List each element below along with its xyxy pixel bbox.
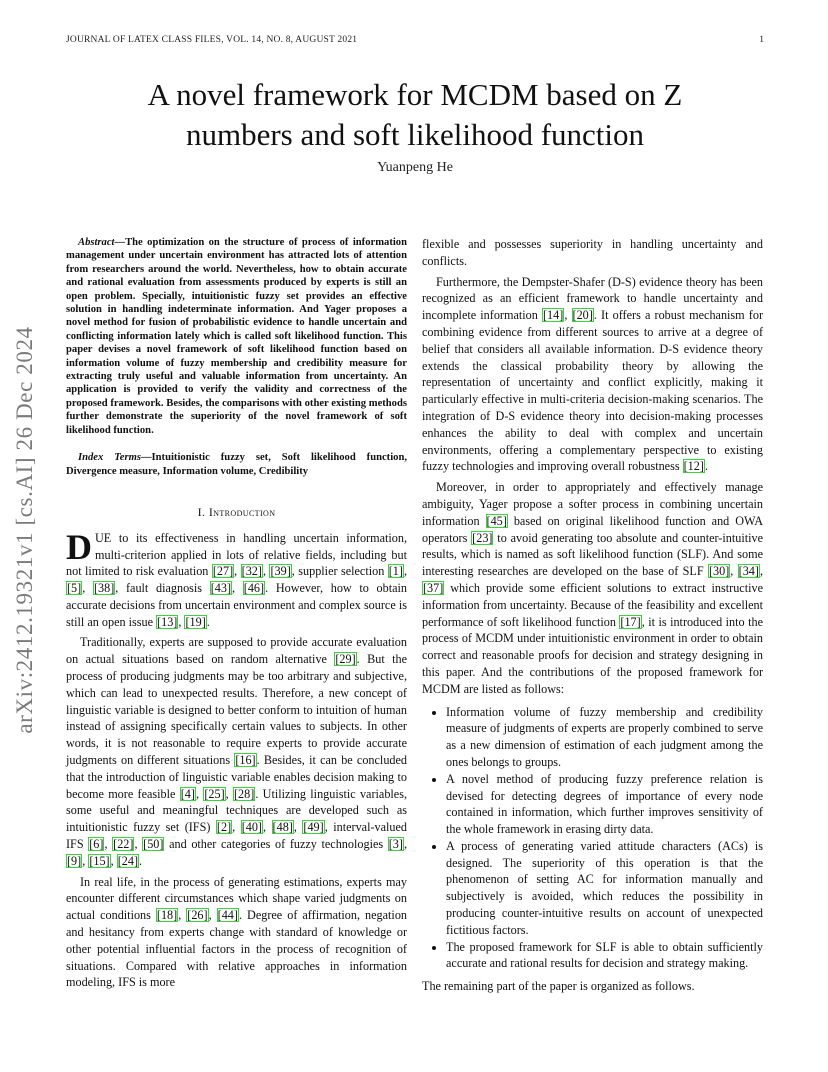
arxiv-sidebar xyxy=(0,290,50,770)
citation-link[interactable]: [28] xyxy=(234,786,255,801)
citation-link[interactable]: [48] xyxy=(272,820,293,835)
citation-link[interactable]: [30] xyxy=(708,564,730,579)
contribution-item: • A process of generating varied attitude characters (ACs) is designed. The superiority of this operation is that the phenomenon of setting AC for information manually and subjectively is avoided, which reduces the possibility in producing counter-intuitive results on account of unexpected fictitious factors. xyxy=(446,838,763,939)
intro-paragraph-3: In real life, in the process of generating estimations, experts may encounter different circumstances which shape varied judgments on actual conditions [18], [26], [44]. Degree of affirmation, negation and hesitancy from experts change with standard of knowledge or other potential influential factors in the process of recognition of situations. Compared with relative approaches in information modeling, IFS is more xyxy=(66,874,408,990)
citation-link[interactable]: [40] xyxy=(241,820,262,835)
citation-link[interactable]: [24] xyxy=(117,853,139,868)
index-terms-body: —Intuitionistic fuzzy set, Soft likelihood function, Divergence measure, Information volume, Credibility xyxy=(66,452,407,477)
citation-link[interactable]: [37] xyxy=(423,580,444,595)
citation-link[interactable]: [12] xyxy=(683,459,704,474)
citation-link[interactable]: [45] xyxy=(486,513,507,528)
contribution-item: • The proposed framework for SLF is able to obtain sufficiently accurate and rational results for decision and strategy making. xyxy=(446,939,763,973)
right-column xyxy=(422,236,763,995)
citation-link[interactable]: [29] xyxy=(335,652,356,667)
citation-link[interactable]: [6] xyxy=(89,837,104,852)
citation-link[interactable]: [26] xyxy=(187,908,208,923)
right-paragraph-2: Furthermore, the Dempster-Shafer (D-S) evidence theory has been recognized as an efficient framework to handle uncertainty and incomplete information [14], [20]. It offers a robust mechanism for combining evidence from different sources to arrive at a degree of belief that considers all available information. D-S evidence theory extends the classical probability theory by allowing the representation of uncertainty and conflict explicitly, making it particularly effective in multi-criteria decision-making scenarios. The integration of D-S evidence theory into decision-making processes enhances the ability to deal with complex and uncertain environments, offering a complementary perspective to existing fuzzy technologies and improving overall robustness [12]. xyxy=(422,274,764,474)
title-line-1: A novel framework for MCDM based on Z xyxy=(147,77,683,112)
contribution-item: • A novel method of producing fuzzy preference relation is devised for detecting degrees of importance of every node contained in information, which further improves sensitivity of the whole framework in erasing dirty data. xyxy=(446,771,763,838)
title-line-2: numbers and soft likelihood function xyxy=(185,117,645,152)
left-column xyxy=(66,236,407,991)
section-name: Introduction xyxy=(208,504,276,519)
citation-link[interactable]: [14] xyxy=(543,308,564,323)
citation-link[interactable]: [3] xyxy=(388,837,403,852)
index-terms xyxy=(66,451,407,478)
running-head: JOURNAL OF LATEX CLASS FILES, VOL. 14, NO. 8, AUGUST 2021 xyxy=(66,35,358,45)
author-name: Yuanpeng He xyxy=(377,160,453,175)
intro-paragraph-1 xyxy=(66,526,408,631)
citation-link[interactable]: [23] xyxy=(472,530,493,545)
intro-paragraph-1-text: UE to its effectiveness in handling uncertain information, multi-criterion applied in lots of relative fields, including but not limited to risk evaluation [27], [32], [39], supplier selection [1], [5], [38], fault diagnosis [43], [46]. However, how to obtain accurate decisions from uncertain environment and complex source is still an open issue [13], [19]. xyxy=(66,530,408,629)
citation-link[interactable]: [19] xyxy=(185,614,206,629)
citation-link[interactable]: [44] xyxy=(217,908,238,923)
citation-link[interactable]: [20] xyxy=(572,308,593,323)
citation-link[interactable]: [43] xyxy=(210,581,232,596)
citation-link[interactable]: [39] xyxy=(270,564,291,579)
intro-paragraph-2: Traditionally, experts are supposed to provide accurate evaluation on actual situations based on random alternative [29]. But the process of producing judgments may be too arbitrary and subjective, which can lead to unexpected results. Therefore, a new concept of linguistic variable is designed to better conform to intuition of human instead of assigning specifically certain values to subjects. In other words, it is not reasonable to require experts to provide accurate judgments on different situations [16]. Besides, it can be concluded that the introduction of linguistic variable enables decision making to become more feasible [4], [25], [28]. Utilizing linguistic variables, some useful and meaningful techniques are developed such as intuitionistic fuzzy set (IFS) [2], [40], [48], [49], interval-valued IFS [6], [22], [50] and other categories of fuzzy technologies [3], [9], [15], [24]. xyxy=(66,635,408,868)
citation-link[interactable]: [27] xyxy=(212,564,234,579)
citation-link[interactable]: [38] xyxy=(93,581,115,596)
abstract xyxy=(66,236,407,437)
citation-link[interactable]: [17] xyxy=(620,614,641,629)
citation-link[interactable]: [34] xyxy=(738,564,759,579)
citation-link[interactable]: [32] xyxy=(241,564,262,579)
arxiv-identifier: arXiv:2412.19321v1 [cs.AI] 26 Dec 2024 xyxy=(12,326,37,734)
abstract-lead: Abstract xyxy=(78,237,115,248)
contribution-item: • Information volume of fuzzy membership and credibility measure of judgments of experts are properly combined to serve as a new dimension of estimation of each judgment among the ones belongs to groups. xyxy=(446,704,763,771)
citation-link[interactable]: [46] xyxy=(243,581,265,596)
citation-link[interactable]: [5] xyxy=(67,581,82,596)
citation-link[interactable]: [4] xyxy=(180,786,195,801)
citation-link[interactable]: [18] xyxy=(156,908,178,923)
citation-link[interactable]: [49] xyxy=(303,820,324,835)
right-paragraph-1: flexible and possesses superiority in handling uncertainty and conflicts. xyxy=(422,237,763,268)
section-number: I. xyxy=(197,504,206,519)
citation-link[interactable]: [50] xyxy=(143,837,164,852)
citation-link[interactable]: [9] xyxy=(67,853,82,868)
citation-link[interactable]: [13] xyxy=(157,614,178,629)
index-terms-lead: Index Terms xyxy=(78,452,141,464)
abstract-body: —The optimization on the structure of process of information management under uncertain environment has attracted lots of attention from researchers around the world. Nevertheless, how to obtain accurate and rational evaluation from assessments produced by experts is still an open problem. Specially, intuitionistic fuzzy set provides an effective solution in handling indeterminate information. And Yager proposes a novel method for fusion of probabilistic evidence to handle uncertain and conflicting information lately which is called soft likelihood function. This paper devises a novel framework of soft likelihood function based on information volume of fuzzy membership and credibility measure for extracting truly useful and valuable information from uncertainty. An application is provided to verify the validity and correctness of the proposed framework. Besides, the comparisons with other existing methods further demonstrate the superiority of the novel framework of soft likelihood function. xyxy=(66,237,407,436)
citation-link[interactable]: [22] xyxy=(113,837,134,852)
section-heading-introduction xyxy=(66,504,407,521)
contribution-list xyxy=(422,704,763,973)
citation-link[interactable]: [16] xyxy=(235,753,256,768)
right-paragraph-4: The remaining part of the paper is organized as follows. xyxy=(422,979,695,994)
citation-link[interactable]: [15] xyxy=(89,853,110,868)
paper-title xyxy=(66,75,764,155)
citation-link[interactable]: [2] xyxy=(216,820,232,835)
page-number: 1 xyxy=(759,35,764,45)
citation-link[interactable]: [25] xyxy=(204,786,225,801)
right-paragraph-3: Moreover, in order to appropriately and effectively manage ambiguity, Yager propose a softer process in combining uncertain information [45] based on original likelihood function and OWA operators [23] to avoid generating too absolute and counter-intuitive results, which is named as soft likelihood function (SLF). And some interesting researches are developed on the base of SLF [30], [34], [37] which provide some efficient solutions to extract instructive information from uncertainty. Because of the feasibility and excellent performance of soft likelihood function [17], it is introduced into the process of MCDM under intuitionistic environment in order to obtain correct and reasonable proofs for decision and strategy designing in this paper. And the contributions of the proposed framework for MCDM are listed as follows: xyxy=(422,480,763,696)
citation-link[interactable]: [1] xyxy=(388,564,403,579)
drop-cap: D xyxy=(66,526,92,567)
